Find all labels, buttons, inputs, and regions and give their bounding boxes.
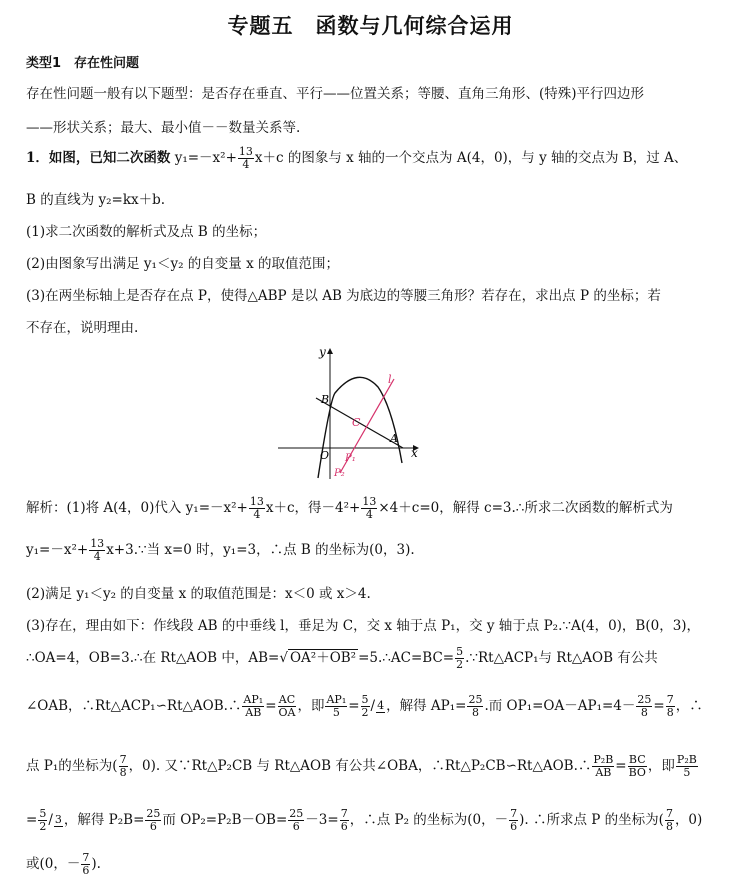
question-1-line-1: [26, 146, 721, 171]
solution-line-6: ∠OAB，∴Rt△ACP₁∽Rt△AOB.∴ $\frac{\text{AP₁}}{AB}$ = $\frac{AC}{OA}$ ，即 $\frac{\text{AP₁}}{5}$ = $\frac{5}{2}$ / 4 ，解得 AP₁= $\frac{25}{8}$ .而 OP₁=OA－AP₁=4－ $\frac{25}{8}$ = $\frac{7}{8}$ ，∴: [26, 693, 703, 719]
intro-line-2: ——形状关系；最大、最小值－－数量关系等.: [26, 120, 301, 136]
function-graph: [278, 345, 438, 485]
label-x: x: [411, 446, 418, 460]
solution-line-7: 点 P₁的坐标为( $\frac{7}{8}$ ，0). 又∵Rt△P₂CB 与 Rt△AOB 有公共∠OBA，∴Rt△P₂CB∽Rt△AOB.∴ $\frac{\text{P₂B}}{AB}$ = $\frac{BC}{BO}$ ，即 $\frac{\text{P₂B}}{5}$: [26, 753, 697, 779]
fraction-13-4: $\frac{13}{4}$: [238, 145, 253, 171]
solution-line-8: = $\frac{5}{2}$ / 3 ，解得 P₂B= $\frac{25}{6}$ 而 OP₂=P₂B－OB= $\frac{25}{6}$ －3= $\frac{7}{6}$ ，∴点 P₂ 的坐标为(0，－ $\frac{7}{6}$ ). ∴所求点 P 的坐标为( $\frac{7}{8}$ ，0): [26, 807, 703, 833]
solution-line-3: (2)满足 y₁＜y₂ 的自变量 x 的取值范围是：x＜0 或 x＞4.: [26, 586, 371, 602]
label-point-c: C: [352, 416, 361, 429]
label-origin: O: [320, 449, 330, 462]
q1-expr-a: y₁=－x²+: [174, 150, 237, 166]
question-part-3-a: (3)在两坐标轴上是否存在点 P，使得△ABP 是以 AB 为底边的等腰三角形？若存在，求出点 P 的坐标；若: [26, 288, 661, 304]
label-point-p2: P₂: [334, 468, 345, 479]
solution-line-2: y₁=－x²+ $\frac{13}{4}$ x+3.∵当 x=0 时，y₁=3，∴点 B 的坐标为(0，3).: [26, 537, 415, 563]
solution-line-1: 解析：(1)将 A(4，0)代入 y₁=－x²+ $\frac{13}{4}$ x＋c，得－4²+ $\frac{13}{4}$ ×4＋c=0，解得 c=3.∴所求二次函数的解析式为: [26, 495, 673, 521]
q1-expr-b: x＋c 的图象与 x 轴的一个交点为 A(4，0)，与 y 轴的交点为 B，过 A、: [254, 150, 688, 166]
label-line-l: l: [388, 373, 392, 386]
solution-line-5: ∴OA=4，OB=3.∴在 Rt△AOB 中，AB=√ OA²＋OB² =5.∴AC=BC= $\frac{5}{2}$ .∵Rt△ACP₁与 Rt△AOB 有公共: [26, 645, 658, 671]
q1-head: 1．如图，已知二次函数: [26, 150, 171, 166]
section-heading: 类型1 存在性问题: [26, 56, 140, 71]
question-part-2: (2)由图象写出满足 y₁＜y₂ 的自变量 x 的取值范围；: [26, 256, 339, 272]
label-point-p1: P₁: [345, 453, 356, 464]
label-point-b: B: [321, 393, 330, 406]
question-part-1: (1)求二次函数的解析式及点 B 的坐标；: [26, 224, 267, 240]
question-1-line-2: B 的直线为 y₂=kx＋b.: [26, 192, 166, 208]
label-y: y: [319, 345, 326, 359]
question-part-3-b: 不存在，说明理由.: [26, 320, 139, 336]
solution-line-4: (3)存在，理由如下：作线段 AB 的中垂线 l，垂足为 C，交 x 轴于点 P₁，交 y 轴于点 P₂.∵A(4，0)，B(0，3)，: [26, 618, 701, 634]
solution-line-9: 或(0，－ $\frac{7}{6}$ ).: [26, 851, 101, 877]
intro-line-1: 存在性问题一般有以下题型：是否存在垂直、平行——位置关系；等腰、直角三角形、(特殊)平行四边形: [26, 86, 645, 102]
label-point-a: A: [390, 432, 398, 445]
page-title: 专题五 函数与几何综合运用: [227, 14, 514, 38]
